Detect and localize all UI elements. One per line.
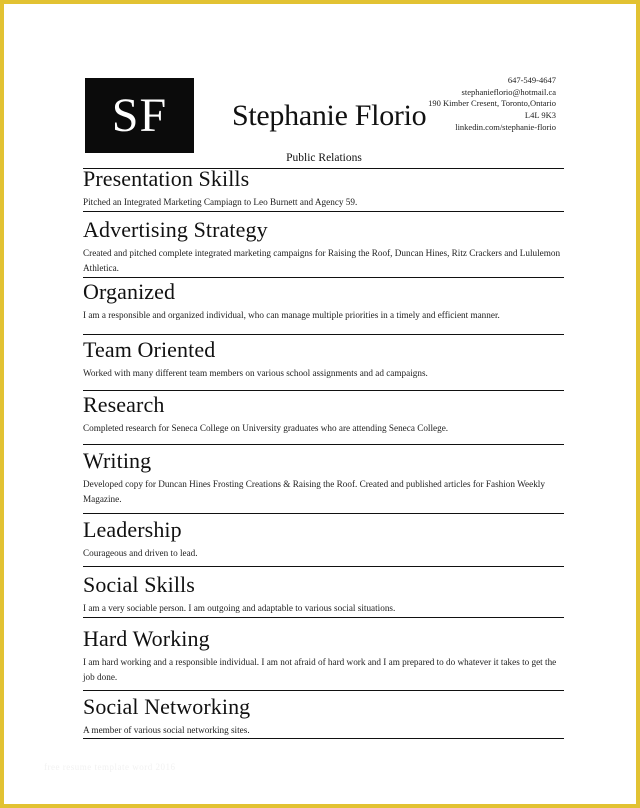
section-social-networking <box>83 696 564 739</box>
section-text: Completed research for Seneca College on University graduates who are attending Seneca College. <box>83 423 449 433</box>
section-text: Pitched an Integrated Marketing Campiagn to Leo Burnett and Agency 59. <box>83 197 358 207</box>
contact-phone: 647-549-4647 <box>507 75 556 85</box>
section-title: Research <box>83 392 165 417</box>
section-title: Social Networking <box>83 694 251 719</box>
section-team-oriented <box>83 339 564 391</box>
section-leadership <box>83 519 564 567</box>
contact-email[interactable]: stephanieflorio@hotmail.ca <box>461 86 556 97</box>
section-text: Courageous and driven to lead. <box>83 548 198 558</box>
contact-address: 190 Kimber Cresent, Toronto,Ontario <box>428 98 556 109</box>
section-social-skills <box>83 574 564 618</box>
section-title: Advertising Strategy <box>83 217 268 242</box>
watermark-text: free resume template word 2016 <box>44 762 176 772</box>
section-research <box>83 394 564 445</box>
section-text: A member of various social networking sites. <box>83 725 250 735</box>
section-organized <box>83 281 564 335</box>
section-title: Presentation Skills <box>83 166 250 191</box>
section-text: Created and pitched complete integrated marketing campaigns for Raising the Roof, Duncan Hines, Ritz Crackers and Lululemon Athletica. <box>83 248 561 273</box>
section-title: Hard Working <box>83 626 210 651</box>
section-text: I am a responsible and organized individual, who can manage multiple priorities in a timely and efficient manner. <box>83 310 500 320</box>
section-advertising-strategy <box>83 219 564 278</box>
section-presentation-skills <box>83 168 564 212</box>
section-text: I am a very sociable person. I am outgoing and adaptable to various social situations. <box>83 603 396 613</box>
contact-linkedin[interactable]: linkedin.com/stephanie-florio <box>455 121 556 132</box>
section-hard-working <box>83 628 564 691</box>
candidate-name: Stephanie Florio <box>232 99 427 132</box>
section-text: Developed copy for Duncan Hines Frosting Creations & Raising the Roof. Created and published articles for Fashion Weekly Magazine. <box>83 479 545 504</box>
contact-block <box>428 75 556 134</box>
section-title: Writing <box>83 448 152 473</box>
logo-initials: SF <box>111 88 168 142</box>
section-title: Leadership <box>83 517 182 542</box>
section-title: Organized <box>83 279 176 304</box>
contact-postal-code: L4L 9K3 <box>524 110 556 121</box>
section-title: Team Oriented <box>83 337 216 362</box>
job-title: Public Relations <box>286 152 362 164</box>
section-text: I am hard working and a responsible individual. I am not afraid of hard work and I am prepared to do whatever it takes to get the job done. <box>83 657 557 682</box>
section-text: Worked with many different team members on various school assignments and ad campaigns. <box>83 368 428 378</box>
monogram-logo <box>85 78 194 153</box>
section-writing <box>83 450 564 514</box>
section-title: Social Skills <box>83 572 195 597</box>
